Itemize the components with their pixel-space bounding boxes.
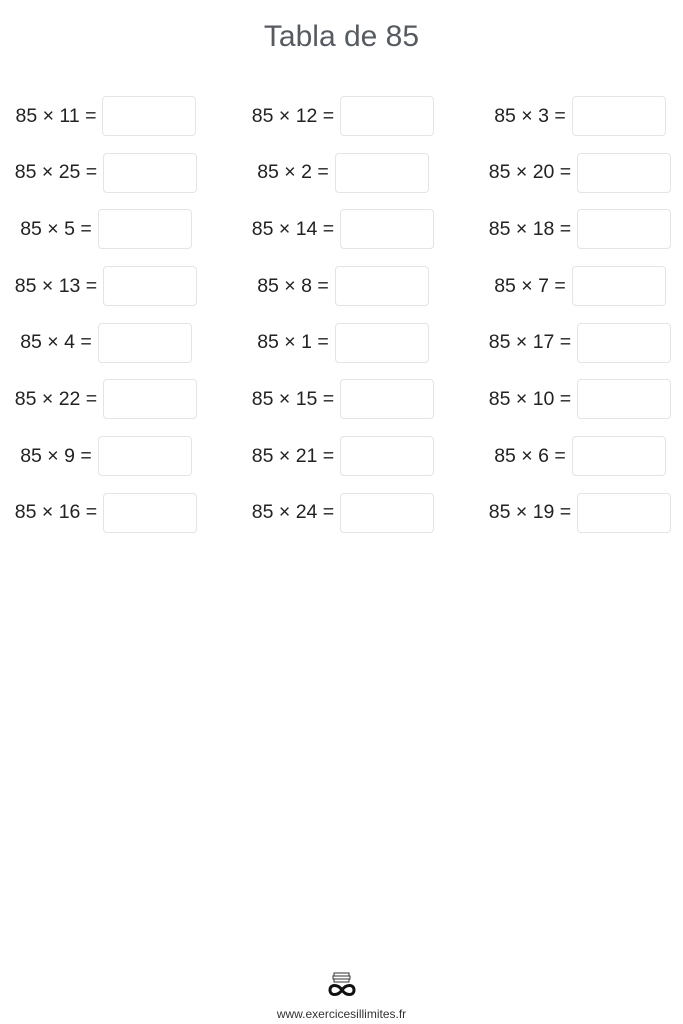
answer-input[interactable] bbox=[102, 96, 196, 136]
answer-input[interactable] bbox=[103, 153, 197, 193]
exercise-item bbox=[0, 96, 216, 136]
answer-input[interactable] bbox=[577, 323, 671, 363]
answer-input[interactable] bbox=[335, 323, 429, 363]
exercise-item bbox=[233, 209, 453, 249]
exercise-label: 85 × 8 = bbox=[257, 274, 329, 297]
exercise-item bbox=[0, 153, 216, 193]
exercise-label: 85 × 16 = bbox=[14, 501, 98, 524]
infinity-books-logo-icon bbox=[324, 970, 360, 1000]
answer-input[interactable] bbox=[98, 209, 192, 249]
exercise-label: 85 × 21 = bbox=[251, 444, 335, 467]
exercise-label: 85 × 12 = bbox=[251, 104, 335, 127]
exercise-item bbox=[0, 209, 216, 249]
exercise-label: 85 × 3 = bbox=[494, 104, 566, 127]
exercise-item bbox=[470, 266, 683, 306]
exercise-item bbox=[0, 436, 216, 476]
exercise-label: 85 × 15 = bbox=[251, 387, 335, 410]
exercise-item bbox=[233, 96, 453, 136]
answer-input[interactable] bbox=[98, 323, 192, 363]
exercise-item bbox=[470, 96, 683, 136]
exercise-column bbox=[0, 96, 216, 550]
exercise-item bbox=[470, 379, 683, 419]
exercise-label: 85 × 9 = bbox=[20, 444, 92, 467]
answer-input[interactable] bbox=[103, 379, 197, 419]
answer-input[interactable] bbox=[340, 379, 434, 419]
exercise-item bbox=[470, 153, 683, 193]
answer-input[interactable] bbox=[572, 436, 666, 476]
exercise-item bbox=[233, 379, 453, 419]
exercise-label: 85 × 22 = bbox=[14, 387, 98, 410]
answer-input[interactable] bbox=[335, 266, 429, 306]
exercise-label: 85 × 6 = bbox=[494, 444, 566, 467]
exercise-item bbox=[233, 153, 453, 193]
exercise-item bbox=[0, 323, 216, 363]
exercise-item bbox=[233, 323, 453, 363]
exercise-item bbox=[233, 436, 453, 476]
answer-input[interactable] bbox=[103, 266, 197, 306]
exercise-label: 85 × 11 = bbox=[15, 104, 97, 127]
answer-input[interactable] bbox=[340, 493, 434, 533]
site-logo bbox=[0, 970, 683, 1005]
answer-input[interactable] bbox=[335, 153, 429, 193]
exercise-item bbox=[233, 266, 453, 306]
exercise-label: 85 × 5 = bbox=[20, 217, 92, 240]
exercise-label: 85 × 18 = bbox=[488, 217, 572, 240]
answer-input[interactable] bbox=[340, 96, 434, 136]
exercise-label: 85 × 25 = bbox=[14, 161, 98, 184]
answer-input[interactable] bbox=[577, 379, 671, 419]
answer-input[interactable] bbox=[577, 153, 671, 193]
answer-input[interactable] bbox=[98, 436, 192, 476]
exercise-item bbox=[233, 493, 453, 533]
exercise-label: 85 × 19 = bbox=[488, 501, 572, 524]
exercise-label: 85 × 10 = bbox=[488, 387, 572, 410]
page-title: Tabla de 85 bbox=[263, 20, 420, 53]
exercise-label: 85 × 24 = bbox=[251, 501, 335, 524]
exercise-item bbox=[470, 436, 683, 476]
exercise-item bbox=[0, 266, 216, 306]
answer-input[interactable] bbox=[340, 209, 434, 249]
exercise-item bbox=[470, 493, 683, 533]
exercise-label: 85 × 17 = bbox=[488, 331, 572, 354]
exercise-label: 85 × 4 = bbox=[20, 331, 92, 354]
exercise-label: 85 × 20 = bbox=[488, 161, 572, 184]
exercise-item bbox=[470, 323, 683, 363]
exercise-label: 85 × 7 = bbox=[494, 274, 566, 297]
answer-input[interactable] bbox=[572, 96, 666, 136]
exercise-label: 85 × 13 = bbox=[14, 274, 98, 297]
answer-input[interactable] bbox=[577, 493, 671, 533]
exercise-item bbox=[470, 209, 683, 249]
answer-input[interactable] bbox=[572, 266, 666, 306]
exercise-item bbox=[0, 493, 216, 533]
site-url[interactable]: www.exercicesillimites.fr bbox=[276, 1007, 407, 1021]
answer-input[interactable] bbox=[103, 493, 197, 533]
exercise-label: 85 × 2 = bbox=[257, 161, 329, 184]
exercise-column bbox=[470, 96, 683, 550]
exercise-column bbox=[233, 96, 453, 550]
answer-input[interactable] bbox=[577, 209, 671, 249]
exercise-item bbox=[0, 379, 216, 419]
exercise-label: 85 × 1 = bbox=[257, 331, 329, 354]
answer-input[interactable] bbox=[340, 436, 434, 476]
exercise-label: 85 × 14 = bbox=[251, 217, 335, 240]
